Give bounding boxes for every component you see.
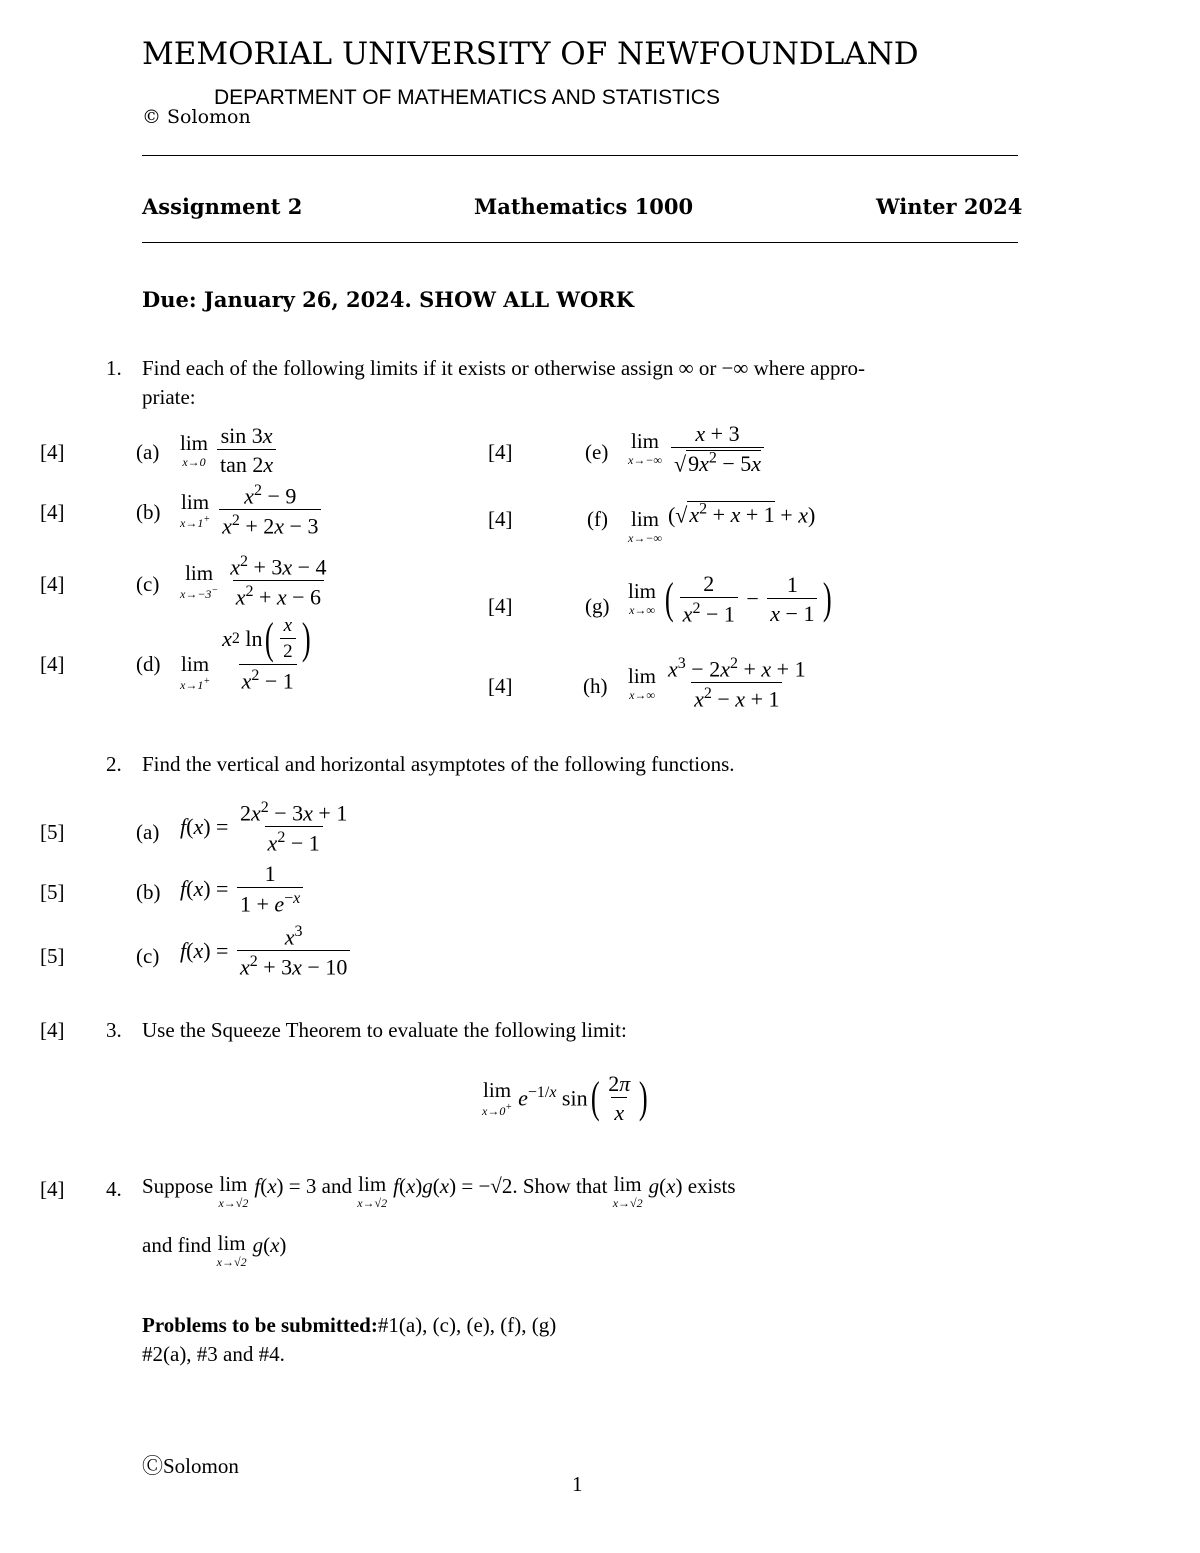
- q1g-label: (g): [585, 594, 610, 618]
- q1d-label: (d): [136, 652, 161, 676]
- submit-line2: #2(a), #3 and #4.: [142, 1342, 285, 1366]
- q2c-expression: f(x) = $\frac{x^3}{x^2 + 3x - 10}$: [180, 924, 353, 979]
- q2b-mark: [5]: [40, 880, 65, 904]
- course-label: Mathematics 1000: [474, 194, 694, 219]
- q1g-expression: lim x→∞ ( $\frac{2}{x^2 - 1}$ − $\frac{1}{x - 1}$ ): [628, 571, 833, 627]
- due-line: Due: January 26, 2024. SHOW ALL WORK: [142, 287, 634, 312]
- q2a-mark: [5]: [40, 820, 65, 844]
- header-copyright: © Solomon: [142, 106, 251, 128]
- q1e-mark: [4]: [488, 440, 513, 464]
- q1f-mark: [4]: [488, 507, 513, 531]
- q2-number: 2.: [106, 752, 122, 776]
- assignment-label: Assignment 2: [142, 194, 303, 219]
- q1h-label: (h): [583, 674, 608, 698]
- q2b-expression: f(x) = $\frac{1}{1 + e^{-x}}$: [180, 862, 306, 916]
- q1c-label: (c): [136, 572, 160, 596]
- q1a-mark: [4]: [40, 440, 65, 464]
- q4-number: 4.: [106, 1177, 122, 1201]
- q1c-expression: lim x→−3− $\frac{x^2 + 3x - 4}{x^2 + x - 6}$: [180, 553, 327, 610]
- q1d-mark: [4]: [40, 652, 65, 676]
- q1f-label: (f): [587, 507, 608, 531]
- q1a-label: (a): [136, 440, 160, 464]
- q1c-mark: [4]: [40, 572, 65, 596]
- q1g-mark: [4]: [488, 594, 513, 618]
- q2a-expression: f(x) = $\frac{2x^2 - 3x + 1}{x^2 - 1}$: [180, 799, 348, 856]
- q1-text-line2: priate:: [142, 385, 196, 409]
- q3-expression: lim x→0+ $e^{-1/x}$ sin ( $\frac{2\pi}{x}$ ): [482, 1071, 649, 1126]
- q1f-expression: lim x→−∞ $(√x^2 + x + 1 + x)$: [628, 500, 816, 545]
- q1h-expression: lim x→∞ $\frac{x^3 - 2x^2 + x + 1}{x^2 - x + 1}$: [628, 655, 806, 712]
- q2b-label: (b): [136, 880, 161, 904]
- term-label: Winter 2024: [876, 194, 1023, 219]
- q1a-expression: lim x→0 $\frac{\sin 3x}{\tan 2x}$: [180, 424, 279, 476]
- q1d-expression: lim x→1+ x 2 ln ( $\frac{x}{2}$ ) $x^2 - 1$: [180, 613, 311, 694]
- q3-mark: [4]: [40, 1018, 65, 1042]
- q4-and-find: and find: [142, 1233, 212, 1257]
- q3-number: 3.: [106, 1018, 122, 1042]
- q4-line2: and find lim x→√2 g(x): [142, 1231, 287, 1269]
- q4-suppose: Suppose: [142, 1174, 214, 1198]
- q1e-label: (e): [585, 440, 609, 464]
- q1-text-line1: Find each of the following limits if it exists or otherwise assign ∞ or −∞ where appro-: [142, 356, 865, 380]
- q1e-expression: lim x→−∞ $\frac{x + 3}{√9x^2 - 5x}$: [628, 422, 767, 476]
- submit-label: Problems to be submitted:: [142, 1313, 378, 1337]
- footer-copyright: ⒸSolomon: [142, 1454, 239, 1478]
- q4-line1: Suppose lim x→√2 f(x) = 3 and lim x→√2 f(x)g(x) = −√2. Show that lim x→√2 g(x) exists: [142, 1172, 736, 1210]
- bottom-rule: [142, 242, 1018, 243]
- page-number: 1: [572, 1472, 583, 1496]
- q1b-mark: [4]: [40, 500, 65, 524]
- q1h-mark: [4]: [488, 674, 513, 698]
- q2c-label: (c): [136, 944, 160, 968]
- q2c-mark: [5]: [40, 944, 65, 968]
- q4-exists: exists: [687, 1174, 736, 1198]
- university-title: MEMORIAL UNIVERSITY OF NEWFOUNDLAND: [142, 36, 919, 72]
- top-rule: [142, 155, 1018, 156]
- q4-and: and: [321, 1174, 352, 1198]
- q1b-expression: lim x→1+ $\frac{x^2 - 9}{x^2 + 2x - 3}$: [180, 483, 324, 538]
- q2-text: Find the vertical and horizontal asymptotes of the following functions.: [142, 752, 735, 776]
- department-title: DEPARTMENT OF MATHEMATICS AND STATISTICS: [214, 86, 720, 109]
- submit-line1: [142, 1313, 556, 1338]
- q4-mark: [4]: [40, 1177, 65, 1201]
- submit-list1: #1(a), (c), (e), (f), (g): [377, 1313, 557, 1337]
- q1-number: 1.: [106, 356, 122, 380]
- q3-text: Use the Squeeze Theorem to evaluate the following limit:: [142, 1018, 627, 1042]
- q4-show-that: Show that: [522, 1174, 608, 1198]
- q2a-label: (a): [136, 820, 160, 844]
- q1b-label: (b): [136, 500, 161, 524]
